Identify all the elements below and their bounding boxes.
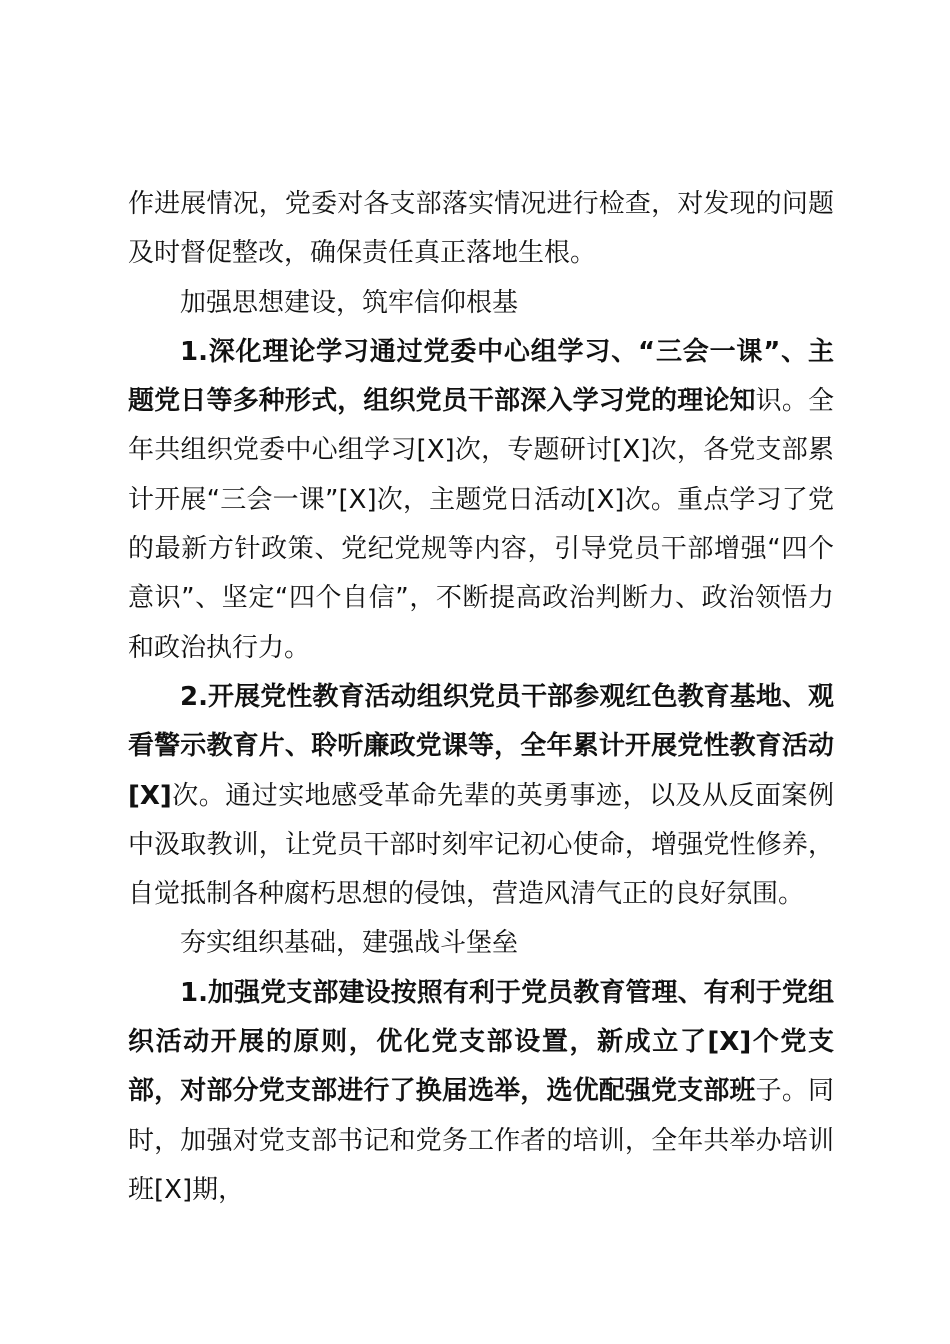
paragraph-lead-bold: 2.开展党性教育活动组织党员干部参观红色教育基地、观看警示教育片、聆听廉政党课等，全年累计开展党性教育活动[X]	[128, 681, 834, 811]
paragraph-party-education	[128, 673, 834, 919]
paragraph-text: 识。全年共组织党委中心组学习[X]次，专题研讨[X]次，各党支部累计开展“三会一课”[X]次，主题党日活动[X]次。重点学习了党的最新方针政策、党纪党规等内容，引导党员干部增强“四个意识”、坚定“四个自信”，不断提高政治判断力、政治领悟力和政治执行力。	[128, 386, 834, 663]
paragraph-text: 作进展情况，党委对各支部落实情况进行检查，对发现的问题及时督促整改，确保责任真正落地生根。	[128, 189, 834, 269]
section-heading-text: 加强思想建设，筑牢信仰根基	[180, 287, 519, 318]
paragraph-continuation	[128, 180, 834, 279]
paragraph-lead-bold: 1.深化理论学习通过党委中心组学习、“三会一课”、主题党日等多种形式，组织党员干部深入学习党的理论知	[128, 336, 834, 417]
paragraph-branch-building	[128, 969, 834, 1215]
section-heading-organization	[128, 919, 834, 968]
paragraph-text: 子。同时，加强对党支部书记和党务工作者的培训，全年共举办培训班[X]期，	[128, 1076, 834, 1205]
paragraph-theory-study	[128, 328, 834, 673]
paragraph-text: 次。通过实地感受革命先辈的英勇事迹，以及从反面案例中汲取教训，让党员干部时刻牢记初心使命，增强党性修养，自觉抵制各种腐朽思想的侵蚀，营造风清气正的良好氛围。	[128, 780, 834, 910]
document-page	[128, 180, 834, 1215]
section-heading-ideology	[128, 279, 834, 328]
paragraph-lead-bold: 1.加强党支部建设按照有利于党员教育管理、有利于党组织活动开展的原则，优化党支部设置，新成立了[X]个党支部，对部分党支部进行了换届选举，选优配强党支部班	[128, 977, 834, 1107]
section-heading-text: 夯实组织基础，建强战斗堡垒	[180, 928, 519, 959]
